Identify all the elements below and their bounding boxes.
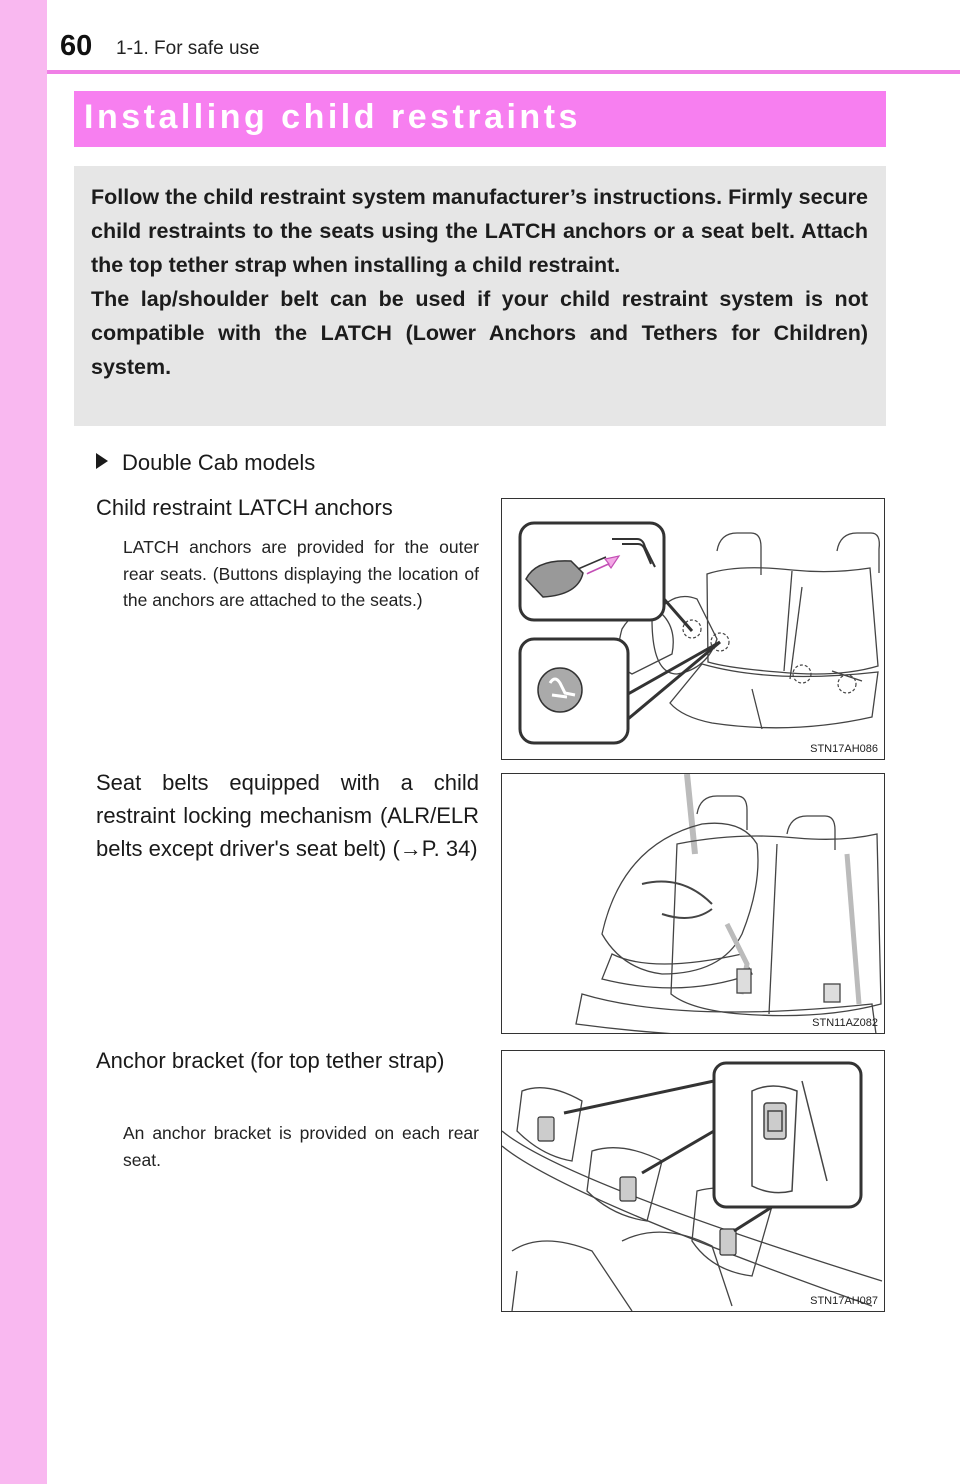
intro-paragraph-1: Follow the child restraint system manufacturer’s instructions. Firmly secure child restraints to the seats using the LATCH anchors or a seat belt. Attach the top tether strap when installing a child restraint. bbox=[91, 185, 868, 277]
figure-anchor-bracket bbox=[501, 1050, 885, 1312]
item-note-latch: LATCH anchors are provided for the outer rear seats. (Buttons displaying the location of the anchors are attached to the seats.) bbox=[123, 537, 479, 610]
header-rule bbox=[47, 70, 960, 74]
item-heading-latch: Child restraint LATCH anchors bbox=[96, 495, 393, 520]
seat-belt-restraint-illustration-icon bbox=[502, 774, 885, 1034]
item-note-anchor-bracket: An anchor bracket is provided on each rear seat. bbox=[123, 1123, 479, 1170]
figure-latch-anchors bbox=[501, 498, 885, 760]
item-heading-anchor-bracket: Anchor bracket (for top tether strap) bbox=[96, 1048, 445, 1073]
page-number: 60 bbox=[60, 30, 93, 62]
triangle-bullet-icon bbox=[96, 453, 108, 469]
anchor-bracket-illustration-icon bbox=[502, 1051, 885, 1312]
figure-code: STN11AZ082 bbox=[812, 1017, 878, 1029]
side-tab-band bbox=[0, 0, 47, 1484]
figure-code: STN17AH086 bbox=[810, 743, 878, 755]
figure-code: STN17AH087 bbox=[810, 1295, 878, 1307]
intro-paragraph-2: The lap/shoulder belt can be used if your child restraint system is not compatible with the LATCH (Lower Anchors and Tethers for Children) system. bbox=[91, 287, 868, 379]
intro-text bbox=[91, 180, 868, 384]
running-header: 1-1. For safe use bbox=[116, 38, 260, 59]
latch-anchors-illustration-icon bbox=[502, 499, 885, 760]
model-label bbox=[96, 450, 315, 476]
section-title: Installing child restraints bbox=[84, 98, 581, 136]
model-label-text: Double Cab models bbox=[122, 450, 316, 475]
item-heading-seat-belts: Seat belts equipped with a child restraint locking mechanism (ALR/ELR belts except driver's seat belt) (→P. 34) bbox=[96, 770, 479, 861]
figure-seat-belt-restraint bbox=[501, 773, 885, 1034]
